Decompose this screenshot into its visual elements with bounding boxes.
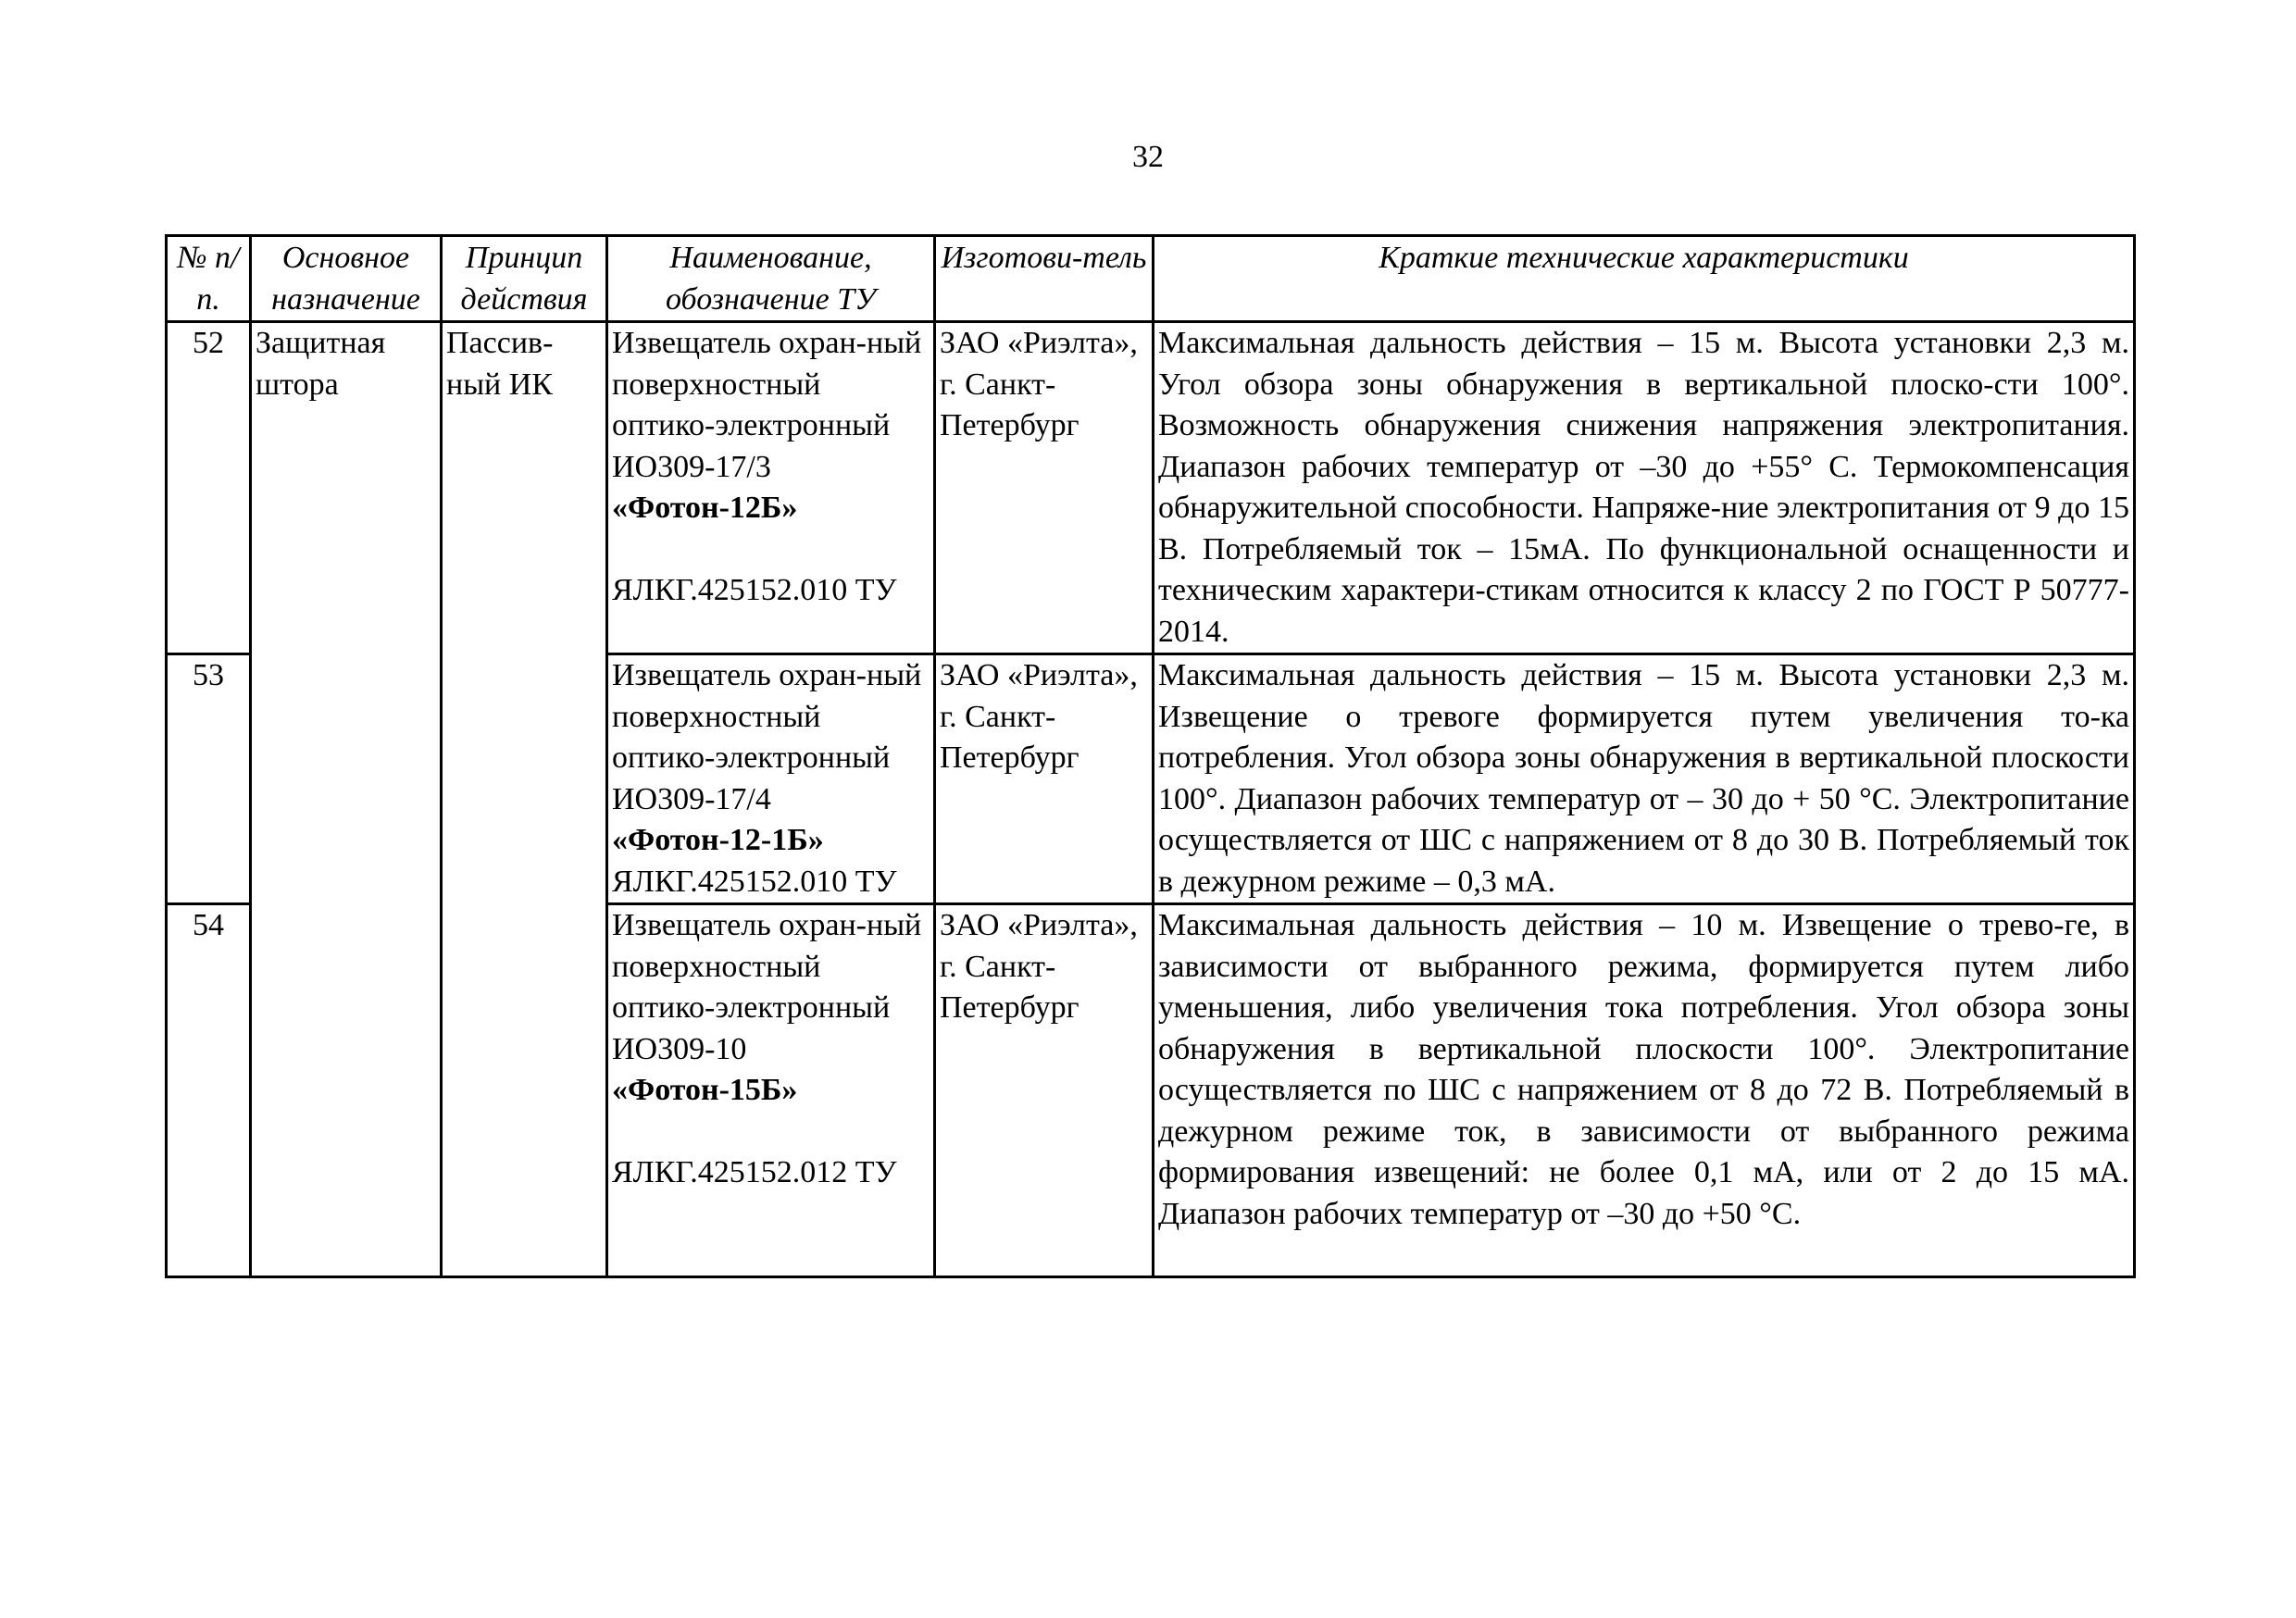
name-cell (607, 904, 935, 1277)
maker-cell: ЗАО «Риэлта», г. Санкт-Петербург (935, 904, 1154, 1277)
spec-table (165, 234, 2136, 1278)
device-name: Извещатель охран-ный поверхностный оптико-электронный ИО309-17/4 (612, 658, 922, 816)
table-header-row (167, 236, 2135, 322)
specs-cell: Максимальная дальность действия – 10 м. Извещение о трево-ге, в зависимости от выбранного режима, формируется путем либо уменьшения, либо увеличения тока потребления. Угол обзора зоны обнаружения в вертикальной плоскости 100°. Электропитание осуществляется по ШС с напряжением от 8 до 72 В. Потребляемый в дежурном режиме ток, в зависимости от выбранного режима формирования извещений: не более 0,1 мА, или от 2 до 15 мА. Диапазон рабочих температур от –30 до +50 °С. (1154, 904, 2135, 1277)
device-tu: ЯЛКГ.425152.012 ТУ (612, 1155, 897, 1189)
name-cell (607, 654, 935, 904)
principle-cell: Пассив-ный ИК (442, 322, 607, 1277)
specs-cell: Максимальная дальность действия – 15 м. Высота установки 2,3 м. Угол обзора зоны обнаружения в вертикальной плоско-сти 100°. Возможность обнаружения снижения напряжения электропитания. Диапазон рабочих температур от –30 до +55° С. Термокомпенсация обнаружительной способности. Напряже-ние электропитания от 9 до 15 В. Потребляемый ток – 15мА. По функциональной оснащенности и техническим характери-стикам относится к классу 2 по ГОСТ Р 50777-2014. (1154, 322, 2135, 654)
device-name: Извещатель охран-ный поверхностный оптико-электронный ИО309-17/3 (612, 326, 922, 484)
row-number: 54 (167, 904, 251, 1277)
maker-cell: ЗАО «Риэлта», г. Санкт-Петербург (935, 322, 1154, 654)
page-number: 32 (1132, 140, 1164, 174)
row-number: 53 (167, 654, 251, 904)
device-name: Извещатель охран-ный поверхностный оптико-электронный ИО309-10 (612, 908, 922, 1066)
purpose-cell: Защитная штора (251, 322, 442, 1277)
device-tu: ЯЛКГ.425152.010 ТУ (612, 864, 897, 899)
header-num: № п/п. (167, 236, 251, 322)
table-row (167, 322, 2135, 654)
device-model: «Фотон-15Б» (612, 1073, 798, 1107)
header-purpose: Основное назначение (251, 236, 442, 322)
specs-cell: Максимальная дальность действия – 15 м. Высота установки 2,3 м. Извещение о тревоге формируется путем увеличения то-ка потребления. Угол обзора зоны обнаружения в вертикальной плоскости 100°. Диапазон рабочих температур от – 30 до + 50 °С. Электропитание осуществляется от ШС с напряжением от 8 до 30 В. Потребляемый ток в дежурном режиме – 0,3 мА. (1154, 654, 2135, 904)
header-name: Наименование, обозначение ТУ (607, 236, 935, 322)
header-maker: Изготови-тель (935, 236, 1154, 322)
device-model: «Фотон-12-1Б» (612, 823, 824, 857)
device-model: «Фотон-12Б» (612, 491, 798, 525)
row-number: 52 (167, 322, 251, 654)
device-tu: ЯЛКГ.425152.010 ТУ (612, 573, 897, 607)
maker-cell: ЗАО «Риэлта», г. Санкт-Петербург (935, 654, 1154, 904)
header-principle: Принцип действия (442, 236, 607, 322)
name-cell (607, 322, 935, 654)
header-specs: Краткие технические характеристики (1154, 236, 2135, 322)
